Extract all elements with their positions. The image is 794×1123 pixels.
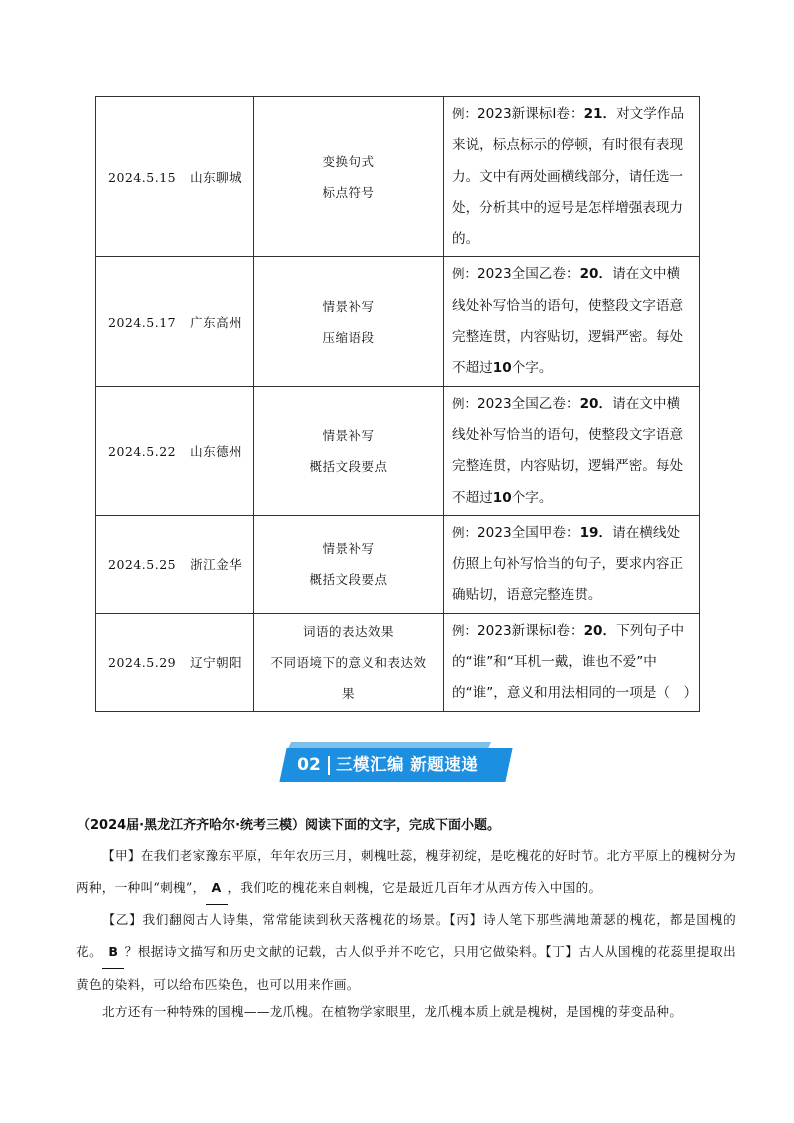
table-row — [96, 97, 700, 257]
section-title: 三模汇编 新题速递 — [336, 755, 479, 774]
passage-paragraph — [76, 840, 736, 905]
example-number: 19． — [579, 524, 613, 541]
topic-cell — [254, 515, 444, 613]
date-place-cell — [96, 97, 254, 257]
example-number: 20． — [579, 266, 613, 283]
date-place-cell — [96, 386, 254, 515]
table-row — [96, 515, 700, 613]
passage-paragraph — [76, 904, 736, 1001]
date-place-cell — [96, 613, 254, 711]
example-source: 2023新课标Ⅰ卷： — [477, 622, 584, 639]
exam-place: 山东聊城 — [190, 169, 243, 185]
table-row — [96, 613, 700, 711]
exam-topic-table — [95, 96, 700, 712]
topic-line: 概括文段要点 — [309, 572, 388, 588]
topic-line: 果 — [341, 685, 355, 701]
exam-date: 2024.5.29 — [108, 655, 177, 671]
topic-line: 情景补写 — [322, 427, 375, 443]
example-text: 下列句子中的“谁”和“耳机一戴，谁也不爱”中的“谁”，意义和用法相同的一项是（ ） — [452, 622, 698, 702]
example-prefix: 例： — [452, 106, 478, 121]
topic-cell — [254, 97, 444, 257]
topic-line: 情景补写 — [322, 541, 375, 557]
exam-date: 2024.5.25 — [108, 557, 177, 573]
passage-text: 【甲】在我们老家豫东平原，年年农历三月，刺槐吐蕊，槐芽初绽，是吃槐花的好时节。北方平原上的槐树分为两种，一种叫“刺槐”， — [76, 848, 736, 895]
date-place-cell — [96, 257, 254, 386]
passage-paragraph — [76, 996, 736, 1028]
table-row — [96, 386, 700, 515]
section-number: 02 — [297, 755, 321, 775]
topic-cell — [254, 257, 444, 386]
passage-text: 【乙】我们翻阅古人诗集，常常能读到秋天落槐花的场景。【丙】诗人笔下那些满地萧瑟的槐花，都是国槐的花。 — [76, 912, 736, 959]
topic-cell — [254, 613, 444, 711]
example-prefix: 例： — [452, 266, 478, 282]
exam-place: 浙江金华 — [190, 557, 243, 573]
exam-place: 广东高州 — [190, 314, 243, 330]
date-place-cell — [96, 515, 254, 613]
section-banner — [283, 742, 513, 786]
example-source: 2023全国甲卷： — [477, 524, 580, 541]
example-source: 2023全国乙卷： — [477, 266, 580, 283]
example-tail: 个字。 — [511, 489, 553, 506]
example-source: 2023全国乙卷： — [477, 395, 580, 412]
example-number: 20． — [583, 622, 617, 639]
passage-text: ，我们吃的槐花来自刺槐，它是最近几百年才从西方传入中国的。 — [227, 880, 602, 895]
topic-cell — [254, 386, 444, 515]
passage-text: ？根据诗文描写和历史文献的记载，古人似乎并不吃它，只用它做染料。【丁】古人从国槐的花蕊里提取出黄色的染料，可以给布匹染色，也可以用来作画。 — [76, 944, 736, 992]
blank-b: B — [102, 936, 124, 969]
example-cell — [444, 515, 700, 613]
example-cell — [444, 257, 700, 386]
example-text: 对文学作品来说，标点标示的停顿，有时很有表现力。文中有两处画横线部分，请任选一处，分析其中的逗号是怎样增强表现力的。 — [452, 106, 685, 248]
example-text: 请在文中横线处补写恰当的语句，使整段文字语意完整连贯，内容贴切，逻辑严密。每处不超过 — [452, 395, 684, 506]
example-bold-number: 10 — [492, 489, 512, 506]
topic-line: 标点符号 — [322, 184, 375, 200]
table-row — [96, 257, 700, 386]
passage-text: 北方还有一种特殊的国槐——龙爪槐。在植物学家眼里，龙爪槐本质上就是槐树，是国槐的芽变品种。 — [102, 1004, 683, 1019]
exam-place: 辽宁朝阳 — [190, 655, 243, 671]
example-cell — [444, 97, 700, 257]
topic-line: 变换句式 — [322, 153, 375, 169]
example-prefix: 例： — [452, 622, 478, 638]
example-number: 20． — [579, 395, 613, 412]
example-source: 2023新课标Ⅰ卷： — [477, 106, 584, 122]
exam-date: 2024.5.17 — [108, 314, 177, 330]
example-number: 21． — [583, 106, 617, 122]
exam-date: 2024.5.15 — [108, 169, 177, 185]
example-prefix: 例： — [452, 395, 478, 411]
example-tail: 个字。 — [511, 360, 553, 377]
example-cell — [444, 613, 700, 711]
exam-date: 2024.5.22 — [108, 443, 177, 459]
example-cell — [444, 386, 700, 515]
exam-place: 山东德州 — [190, 443, 243, 459]
example-prefix: 例： — [452, 524, 478, 540]
topic-line: 词语的表达效果 — [302, 623, 394, 639]
question-source: （2024届·黑龙江齐齐哈尔·统考三模）阅读下面的文字，完成下面小题。 — [77, 818, 501, 833]
banner-divider — [328, 756, 330, 775]
blank-a: A — [206, 872, 228, 905]
topic-line: 概括文段要点 — [309, 458, 388, 474]
topic-line: 压缩语段 — [322, 329, 375, 345]
topic-line: 情景补写 — [322, 298, 375, 314]
example-text: 请在横线处仿照上句补写恰当的句子，要求内容正确贴切，语意完整连贯。 — [452, 524, 684, 604]
topic-line: 不同语境下的意义和表达效 — [270, 654, 427, 670]
example-text: 请在文中横线处补写恰当的语句，使整段文字语意完整连贯，内容贴切，逻辑严密。每处不超过 — [452, 266, 684, 377]
example-bold-number: 10 — [492, 360, 512, 377]
